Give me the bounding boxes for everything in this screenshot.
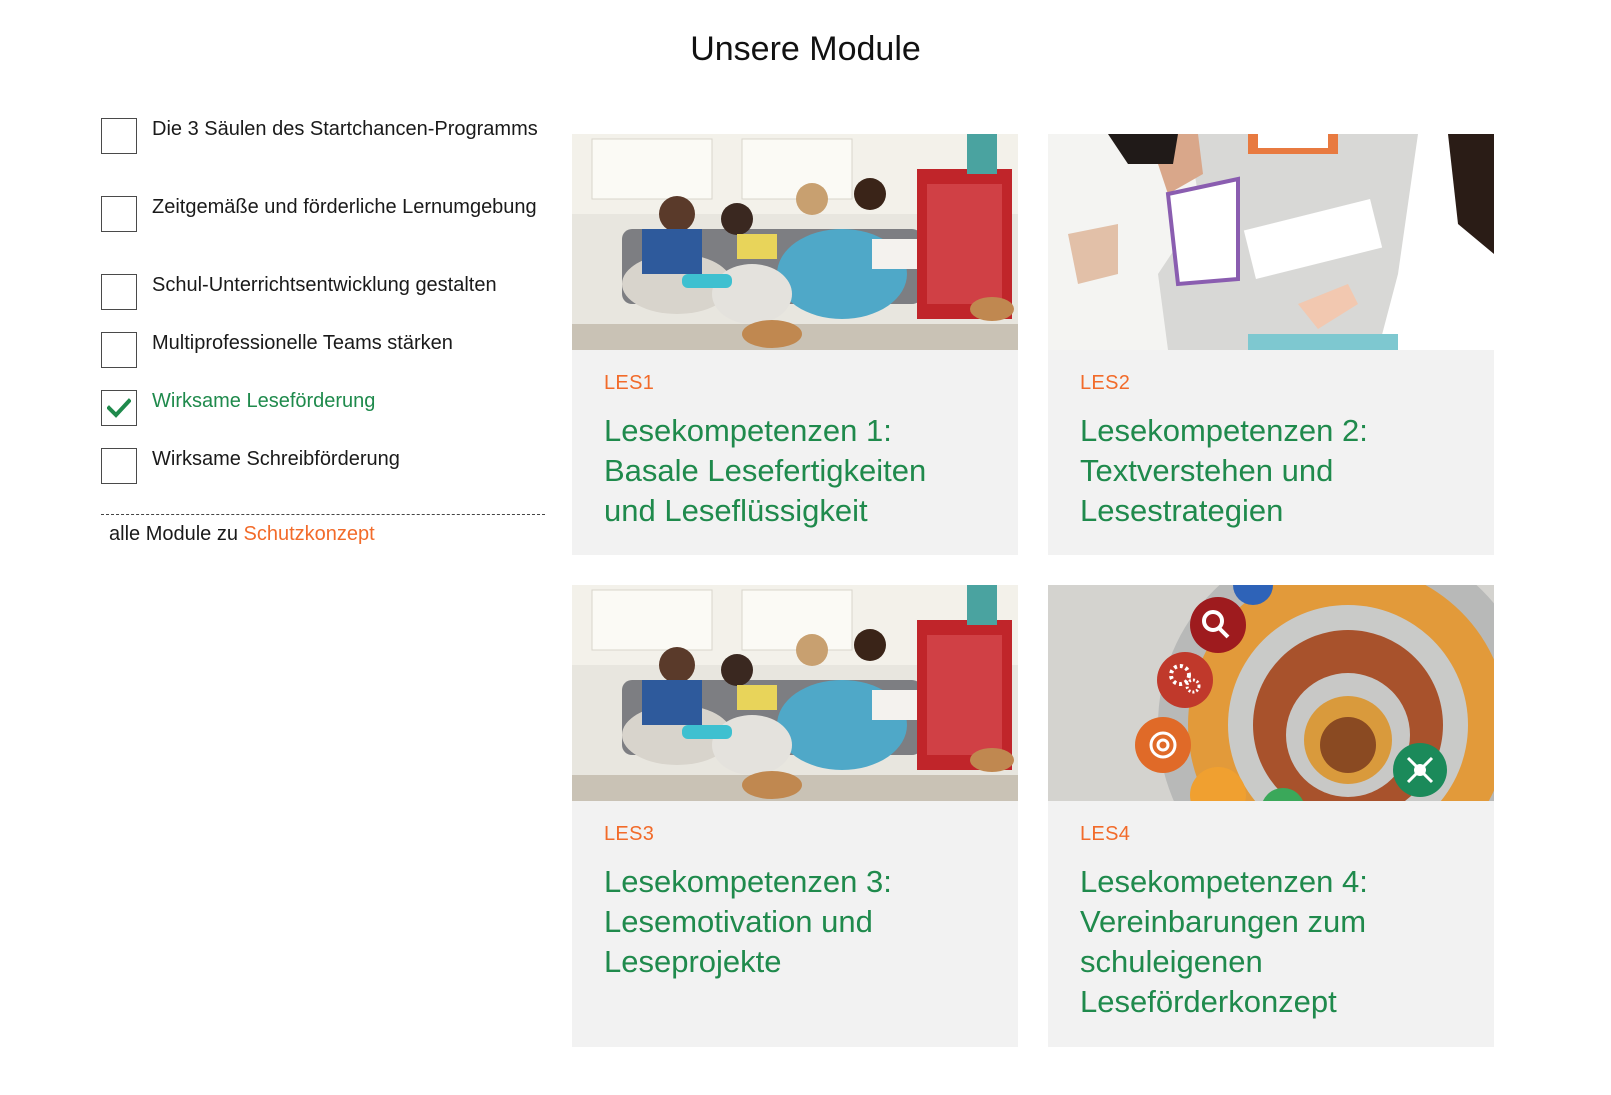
- filter-label: Multiprofessionelle Teams stärken: [152, 332, 453, 354]
- module-code: LES3: [604, 823, 655, 845]
- module-title[interactable]: Lesekompetenzen 3: Lesemotivation und Leseprojekte: [604, 864, 892, 979]
- filter-item-lesefoerderung[interactable]: [101, 390, 546, 448]
- children-reading-cards-image: [1048, 134, 1494, 350]
- module-filter-list: [101, 118, 546, 506]
- module-code: LES1: [604, 372, 655, 394]
- filter-label: Wirksame Leseförderung: [152, 390, 376, 412]
- filter-checkbox[interactable]: [101, 196, 137, 232]
- filter-checkbox[interactable]: [101, 448, 137, 484]
- filter-item-lernumgebung[interactable]: [101, 196, 546, 274]
- module-title[interactable]: Lesekompetenzen 4: Vereinbarungen zum schuleigenen Leseförderkonzept: [1080, 864, 1368, 1019]
- filter-checkbox[interactable]: [101, 274, 137, 310]
- module-card[interactable]: [1048, 585, 1494, 1047]
- children-reading-image: [572, 134, 1018, 350]
- module-code: LES2: [1080, 372, 1131, 394]
- filter-label: Die 3 Säulen des Startchancen-Programms: [152, 118, 538, 140]
- filter-item-teams[interactable]: [101, 332, 546, 390]
- checkmark-icon: [107, 398, 131, 418]
- filter-divider: [101, 514, 545, 515]
- page-title: Unsere Module: [690, 30, 921, 68]
- filter-label: Wirksame Schreibförderung: [152, 448, 400, 470]
- module-card[interactable]: [572, 585, 1018, 1047]
- filter-item-schulentwicklung[interactable]: [101, 274, 546, 332]
- filter-checkbox-checked[interactable]: [101, 390, 137, 426]
- filter-checkbox[interactable]: [101, 332, 137, 368]
- module-code: LES4: [1080, 823, 1131, 845]
- all-modules-line: [109, 523, 375, 546]
- all-modules-prefix: alle Module zu: [109, 523, 238, 545]
- all-modules-link[interactable]: Schutzkonzept: [243, 523, 375, 545]
- children-reading-image: [572, 585, 1018, 801]
- filter-item-schreibfoerderung[interactable]: [101, 448, 546, 506]
- module-title[interactable]: Lesekompetenzen 2: Textverstehen und Lesestrategien: [1080, 413, 1368, 528]
- filter-checkbox[interactable]: [101, 118, 137, 154]
- filter-label: Schul-Unterrichtsentwicklung gestalten: [152, 274, 497, 296]
- module-title[interactable]: Lesekompetenzen 1: Basale Lesefertigkeiten und Leseflüssigkeit: [604, 413, 927, 528]
- module-card[interactable]: [1048, 134, 1494, 555]
- filter-item-startchancen[interactable]: [101, 118, 546, 196]
- spiral-staircase-image: [1048, 585, 1494, 801]
- filter-label: Zeitgemäße und förderliche Lernumgebung: [152, 196, 537, 218]
- module-card[interactable]: [572, 134, 1018, 555]
